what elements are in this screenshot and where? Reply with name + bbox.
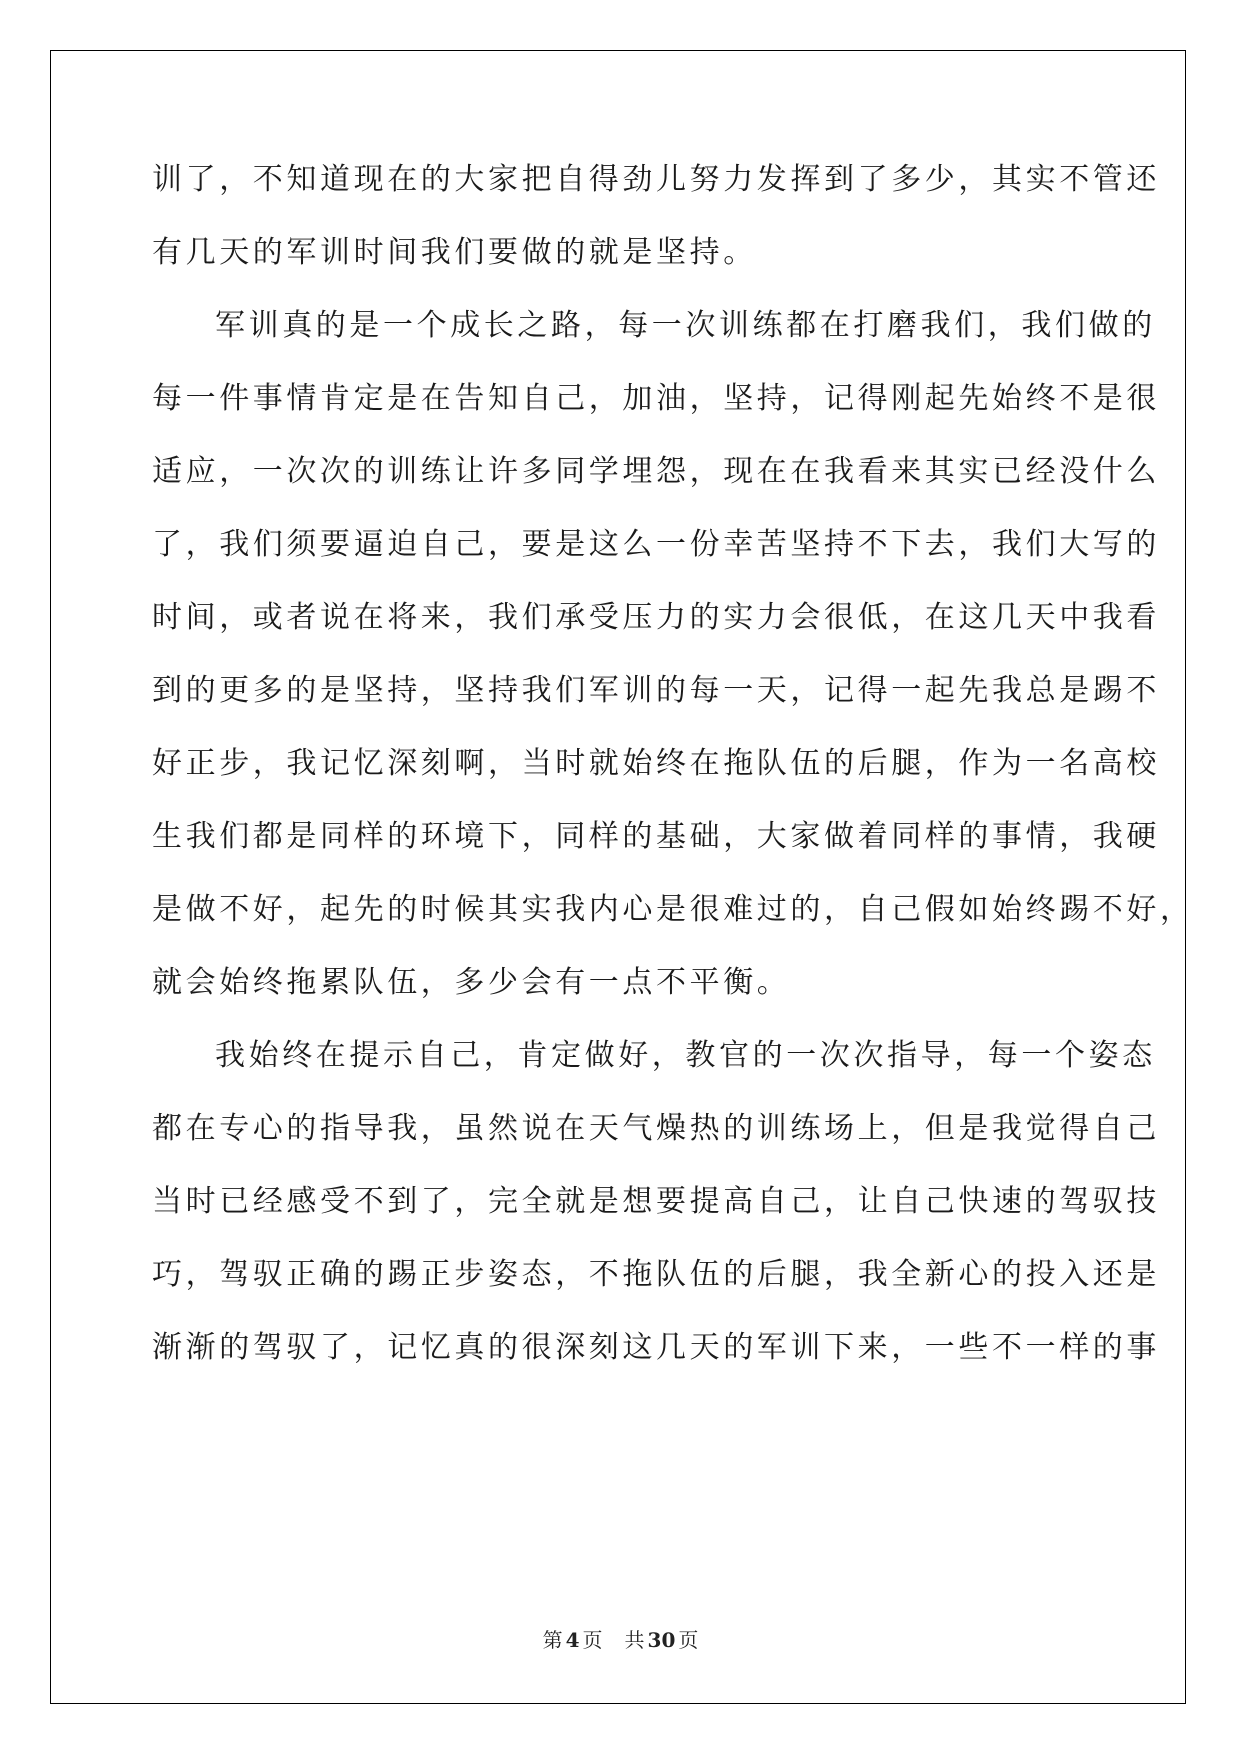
paragraph-first-line: 军训真的是一个成长之路，每一次训练都在打磨我们，我们做的 [215, 308, 1156, 343]
text-line: 是做不好，起先的时候其实我内心是很难过的，自己假如始终踢不好， [152, 892, 1194, 927]
page-prefix: 第 [542, 1628, 563, 1652]
text-line: 每一件事情肯定是在告知自己，加油，坚持，记得刚起先始终不是很 [152, 381, 1160, 416]
total-prefix: 共 [624, 1628, 645, 1652]
page-suffix: 页 [582, 1628, 603, 1652]
page-border [50, 50, 1186, 1704]
text-line: 生我们都是同样的环境下，同样的基础，大家做着同样的事情，我硬 [152, 819, 1160, 854]
text-line: 都在专心的指导我，虽然说在天气燥热的训练场上，但是我觉得自己 [152, 1111, 1160, 1146]
text-line: 有几天的军训时间我们要做的就是坚持。 [152, 235, 757, 270]
paragraph-first-line: 我始终在提示自己，肯定做好，教官的一次次指导，每一个姿态 [215, 1038, 1156, 1073]
text-line: 到的更多的是坚持，坚持我们军训的每一天，记得一起先我总是踢不 [152, 673, 1160, 708]
page-footer [0, 1628, 1241, 1652]
text-line: 好正步，我记忆深刻啊，当时就始终在拖队伍的后腿，作为一名高校 [152, 746, 1160, 781]
current-page-number: 4 [565, 1628, 580, 1652]
text-line: 就会始终拖累队伍，多少会有一点不平衡。 [152, 965, 791, 1000]
text-line: 训了，不知道现在的大家把自得劲儿努力发挥到了多少，其实不管还 [152, 162, 1160, 197]
text-line: 巧，驾驭正确的踢正步姿态，不拖队伍的后腿，我全新心的投入还是 [152, 1257, 1160, 1292]
text-line: 适应，一次次的训练让许多同学埋怨，现在在我看来其实已经没什么 [152, 454, 1160, 489]
total-suffix: 页 [678, 1628, 699, 1652]
total-page-count: 30 [647, 1628, 676, 1652]
text-line: 时间，或者说在将来，我们承受压力的实力会很低，在这几天中我看 [152, 600, 1160, 635]
text-line: 渐渐的驾驭了，记忆真的很深刻这几天的军训下来，一些不一样的事 [152, 1330, 1160, 1365]
text-line: 了，我们须要逼迫自己，要是这么一份幸苦坚持不下去，我们大写的 [152, 527, 1160, 562]
text-line: 当时已经感受不到了，完全就是想要提高自己，让自己快速的驾驭技 [152, 1184, 1160, 1219]
